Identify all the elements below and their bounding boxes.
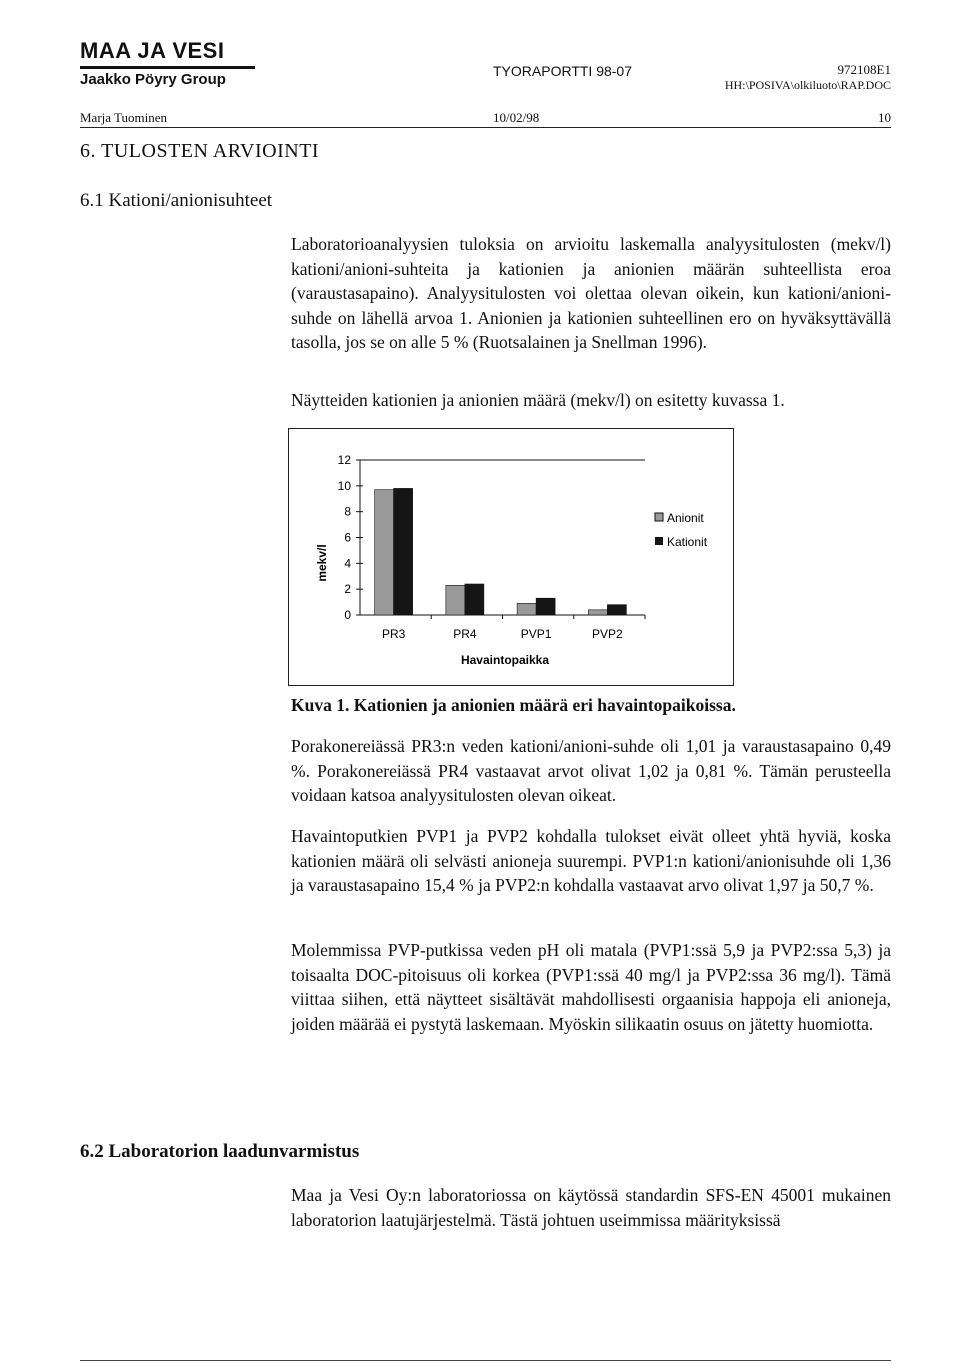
- x-tick-label-pvp1: PVP1: [520, 627, 552, 641]
- company-logo-text: MAA JA VESI: [80, 38, 225, 63]
- paragraph-pr-results: Porakonereiässä PR3:n veden kationi/anioni-suhde oli 1,01 ja varaustasapaino 0,49 %. Porakonereiässä PR4 vastaavat arvot olivat 1,02 ja 0,81 %. Tämän perusteella voidaan katsoa analyysitulosten olevan oikeat.: [291, 736, 891, 805]
- x-axis-label: Havaintopaikka: [460, 653, 550, 667]
- author: Marja Tuominen: [80, 110, 168, 125]
- y-tick-label: 12: [337, 453, 351, 467]
- legend: [655, 511, 708, 549]
- paragraph-quality: Maa ja Vesi Oy:n laboratoriossa on käytössä standardin SFS-EN 45001 mukainen laboratorion laatujärjestelmä. Tästä johtuen useimmissa määrityksissä: [291, 1185, 891, 1230]
- y-tick-label: 10: [337, 478, 351, 493]
- section-6-2-heading: 6.2 Laboratorion laadunvarmistus: [80, 1141, 360, 1162]
- x-tick-labels: [382, 615, 645, 641]
- bar-anionit-pvp1: [517, 603, 536, 615]
- legend-label-anionit: Anionit: [667, 511, 704, 525]
- report-label: TYORAPORTTI 98-07: [493, 63, 633, 79]
- cation-anion-chart: [300, 440, 730, 680]
- date: 10/02/98: [493, 110, 540, 125]
- section-6-1-heading: 6.1 Kationi/anionisuhteet: [80, 190, 273, 211]
- page-number: 10: [878, 110, 891, 125]
- legend-label-kationit: Kationit: [667, 535, 708, 549]
- bar-kationit-pvp2: [607, 605, 626, 615]
- y-tick-label: 6: [344, 530, 351, 545]
- bar-kationit-pvp1: [536, 598, 555, 615]
- header-rule: [80, 127, 891, 128]
- y-tick-label: 2: [344, 582, 351, 597]
- paragraph-ph-doc: Molemmissa PVP-putkissa veden pH oli matala (PVP1:ssä 5,9 ja PVP2:ssa 5,3) ja toisaalta DOC-pitoisuus oli korkea (PVP1:ssä 40 mg/l ja PVP2:ssa 36 mg/l). Tämä viittaa siihen, että näytteet sisältävät mahdollisesti orgaanisia happoja eli anioneja, joiden määrää ei pystytä laskemaan. Myöskin silikaatin osuus on jätetty huomiotta.: [291, 940, 891, 1034]
- figure-caption: Kuva 1. Kationien ja anionien määrä eri havaintopaikoissa.: [291, 695, 736, 715]
- paragraph-pvp-results: Havaintoputkien PVP1 ja PVP2 kohdalla tulokset eivät olleet yhtä hyviä, koska kationien määrä oli selvästi anioneja suurempi. PVP1:n kationi/anionisuhde oli 1,36 ja varaustasapaino 15,4 % ja PVP2:n kohdalla vastaavat arvo olivat 1,97 ja 50,7 %.: [291, 826, 891, 895]
- legend-swatch-kationit: [655, 537, 663, 545]
- bar-kationit-pr4: [465, 584, 484, 615]
- y-axis-label: mekv/l: [315, 544, 329, 582]
- legend-swatch-anionit: [655, 513, 663, 521]
- bar-anionit-pvp2: [588, 610, 607, 615]
- report-id: 972108E1: [837, 62, 891, 77]
- section-6-heading: 6. TULOSTEN ARVIOINTI: [80, 140, 320, 162]
- file-path: HH:\POSIVA\olkiluoto\RAP.DOC: [724, 78, 891, 92]
- y-tick-label: 4: [344, 556, 351, 571]
- y-tick-label: 0: [344, 608, 351, 622]
- footer-rule: [80, 1360, 891, 1361]
- bar-anionit-pr3: [375, 490, 394, 615]
- bar-anionit-pr4: [446, 585, 465, 615]
- x-tick-label-pr3: PR3: [381, 627, 406, 641]
- logo-underline: [80, 66, 255, 69]
- paragraph-intro: Laboratorioanalyysien tuloksia on arvioitu laskemalla analyysitulosten (mekv/l) kationi/anioni-suhteita ja kationien ja anionien määrän suhteellista eroa (varaustasapaino). Analyysitulosten voi olettaa olevan oikein, kun kationi/anioni-suhde on lähellä arvoa 1. Anionien ja kationien suhteellinen ero on hyväksyttävällä tasolla, jos se on alle 5 % (Ruotsalainen ja Snellman 1996).: [291, 234, 891, 352]
- y-tick-label: 8: [344, 504, 351, 519]
- company-group: Jaakko Pöyry Group: [80, 71, 226, 88]
- x-tick-label-pr4: PR4: [453, 627, 477, 641]
- bar-group: [375, 488, 627, 615]
- x-tick-label-pvp2: PVP2: [592, 627, 623, 641]
- paragraph-figure-ref: Näytteiden kationien ja anionien määrä (mekv/l) on esitetty kuvassa 1.: [291, 390, 785, 410]
- bar-kationit-pr3: [394, 488, 413, 615]
